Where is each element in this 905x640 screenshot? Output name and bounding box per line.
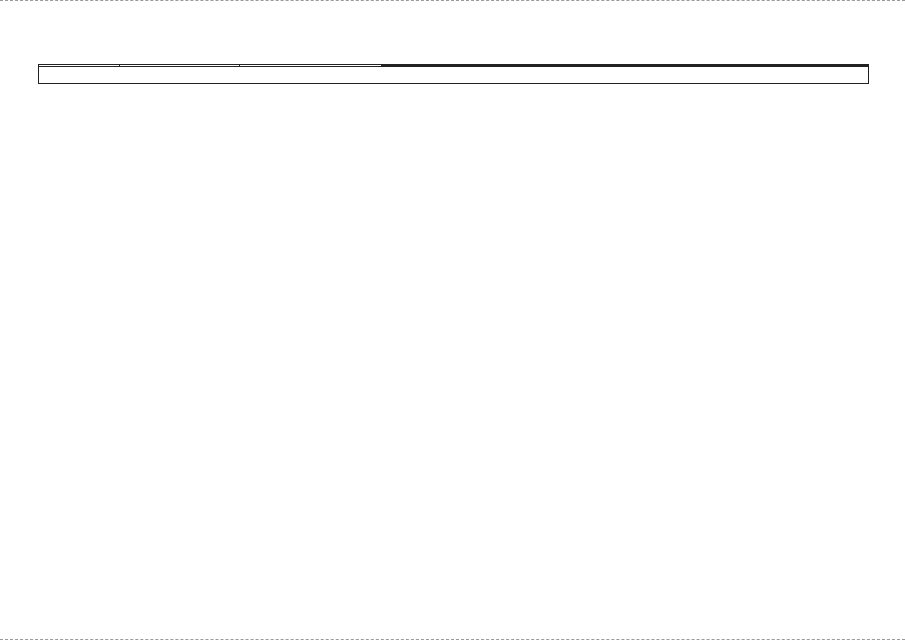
scan-edge-top <box>0 0 905 4</box>
budget-table <box>38 64 869 84</box>
subprogram-label <box>39 67 869 84</box>
